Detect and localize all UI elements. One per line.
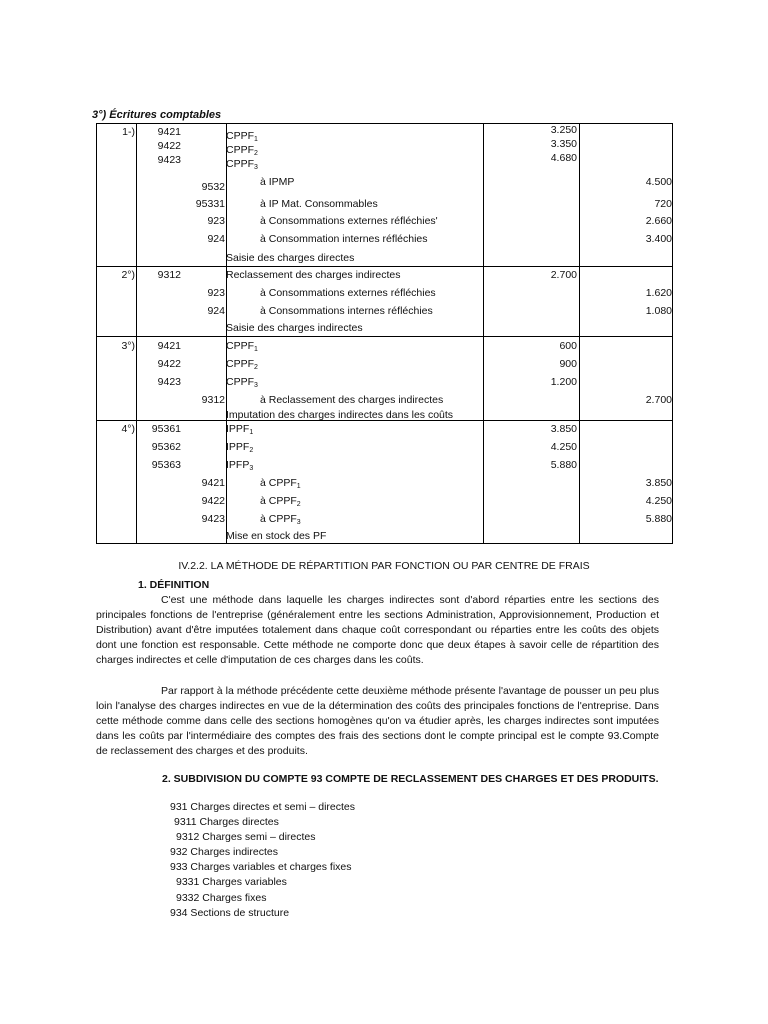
credit-amount: 1.620 [645, 287, 672, 299]
credit-label: à Consommations externes réfléchies' [260, 215, 438, 227]
debit-account: $CPPF_1$ [226, 340, 258, 353]
credit-amount: 3.850 [645, 477, 672, 489]
entry-number: 2°) [121, 269, 135, 281]
credit-code: 9423 [201, 513, 225, 525]
credit-amount: 2.660 [645, 215, 672, 227]
credit-label: à Reclassement des charges indirectes [260, 394, 444, 406]
credit-label: à $CPPF_2$ [260, 495, 301, 508]
debit-code: 9421 [157, 340, 181, 352]
definition-paragraph: C'est une méthode dans laquelle les charges indirectes sont d'abord réparties entre les sections des principales fonctions de l'entreprise (généralement entre les sections Administration, Approvisionnement, Production et Distribution) avant d'être imputées totalement dans chaque coût correspondant ou réparties entre les coûts des objets dont une fonction est responsable. Cette méthode ne comporte donc que deux étapes à savoir celle de répartition des charges indirectes et celle d'imputation de ces charges dans les coûts. [96, 594, 659, 666]
credit-amount: 720 [654, 198, 672, 210]
debit-code: 95361 [151, 423, 181, 435]
debit-amount: 3.850 [550, 423, 577, 435]
credit-amount: 1.080 [645, 305, 672, 317]
entry-description: Saisie des charges indirectes [226, 322, 363, 334]
debit-code: 9422 [157, 140, 181, 152]
list-item: 9331 Charges variables [176, 876, 287, 889]
debit-account: $CPPF_3$ [226, 158, 258, 171]
debit-amount: 900 [559, 358, 577, 370]
row-divider [97, 266, 672, 267]
entry-description: Imputation des charges indirectes dans les coûts [226, 409, 454, 421]
advantage-paragraph: Par rapport à la méthode précédente cette deuxième méthode présente l'avantage de pousser un peu plus loin l'analyse des charges indirectes en vue de la détermination des coûts des principales fonctions de l'entreprise. Dans cette méthode comme dans celle des sections homogènes qu'on va étudier après, les charges indirectes sont imputées dans les coûts par l'intermédiaire des comptes des frais des sections dont le compte principal est le compte 93.Compte de reclassement des charges et des produits. [96, 685, 659, 757]
list-item: 932 Charges indirectes [170, 846, 278, 859]
debit-amount: 3.250 [550, 124, 577, 136]
credit-amount: 3.400 [645, 233, 672, 245]
entry-description: Mise en stock des PF [226, 530, 327, 542]
credit-label: à IP Mat. Consommables [260, 198, 378, 210]
debit-code: 9421 [157, 126, 181, 138]
journal-table [96, 123, 673, 544]
method-heading: IV.2.2. LA MÉTHODE DE RÉPARTITION PAR FONCTION OU PAR CENTRE DE FRAIS [178, 560, 590, 572]
debit-code: 9423 [157, 154, 181, 166]
credit-amount: 5.880 [645, 513, 672, 525]
credit-code: 9422 [201, 495, 225, 507]
column-divider [136, 124, 137, 543]
credit-code: 9421 [201, 477, 225, 489]
debit-amount: 600 [559, 340, 577, 352]
debit-account: $CPPF_2$ [226, 358, 258, 371]
credit-label: à IPMP [260, 176, 295, 188]
credit-label: à Consommation internes réfléchies [260, 233, 428, 245]
credit-amount: 2.700 [645, 394, 672, 406]
credit-code: 923 [207, 215, 225, 227]
list-item: 931 Charges directes et semi – directes [170, 801, 356, 813]
debit-code: 95362 [151, 441, 181, 453]
entry-number: 3°) [121, 340, 135, 352]
list-item: 9311 Charges directes [174, 816, 279, 829]
debit-account: $IPPF_2$ [226, 441, 254, 454]
debit-amount: 3.350 [550, 138, 577, 150]
definition-heading: 1. DÉFINITION [138, 579, 210, 591]
debit-amount: 4.680 [550, 152, 577, 164]
debit-account: $IPPF_1$ [226, 423, 254, 436]
debit-amount: 2.700 [550, 269, 577, 281]
column-divider [483, 124, 484, 543]
column-divider [579, 124, 580, 543]
debit-account: $IPFP_3$ [226, 459, 254, 472]
list-item: 9332 Charges fixes [176, 891, 267, 904]
debit-account: $CPPF_3$ [226, 376, 258, 389]
credit-label: à Consommations externes réfléchies [260, 287, 436, 299]
debit-code: 9312 [157, 269, 181, 281]
credit-amount: 4.250 [645, 495, 672, 507]
section-title: 3°) Écritures comptables [92, 109, 222, 121]
credit-code: 924 [207, 305, 225, 317]
entry-number: 1-) [122, 126, 135, 138]
debit-code: 9423 [157, 376, 181, 388]
credit-code: 923 [207, 287, 225, 299]
credit-code: 95331 [195, 198, 225, 210]
subdivision-heading: 2. SUBDIVISION DU COMPTE 93 COMPTE DE RECLASSEMENT DES CHARGES ET DES PRODUITS. [162, 773, 659, 785]
credit-code: 9312 [201, 394, 225, 406]
debit-amount: 4.250 [550, 441, 577, 453]
debit-account: Reclassement des charges indirectes [226, 269, 401, 281]
debit-code: 9422 [157, 358, 181, 370]
credit-code: 9532 [201, 181, 225, 193]
debit-amount: 5.880 [550, 459, 577, 471]
list-item: 934 Sections de structure [170, 906, 290, 919]
row-divider [97, 336, 672, 337]
subdivision-list [170, 800, 355, 921]
credit-label: à $CPPF_1$ [260, 477, 301, 490]
credit-amount: 4.500 [645, 176, 672, 188]
list-item: 933 Charges variables et charges fixes [170, 861, 352, 874]
debit-account: $CPPF_1$ [226, 130, 258, 143]
debit-amount: 1.200 [550, 376, 577, 388]
debit-code: 95363 [151, 459, 181, 471]
credit-label: à Consommations internes réfléchies [260, 305, 433, 317]
entry-description: Saisie des charges directes [226, 252, 355, 264]
credit-code: 924 [207, 233, 225, 245]
debit-account: $CPPF_2$ [226, 144, 258, 157]
list-item: 9312 Charges semi – directes [176, 831, 316, 844]
credit-label: à $CPPF_3$ [260, 513, 301, 526]
entry-number: 4°) [121, 423, 135, 435]
